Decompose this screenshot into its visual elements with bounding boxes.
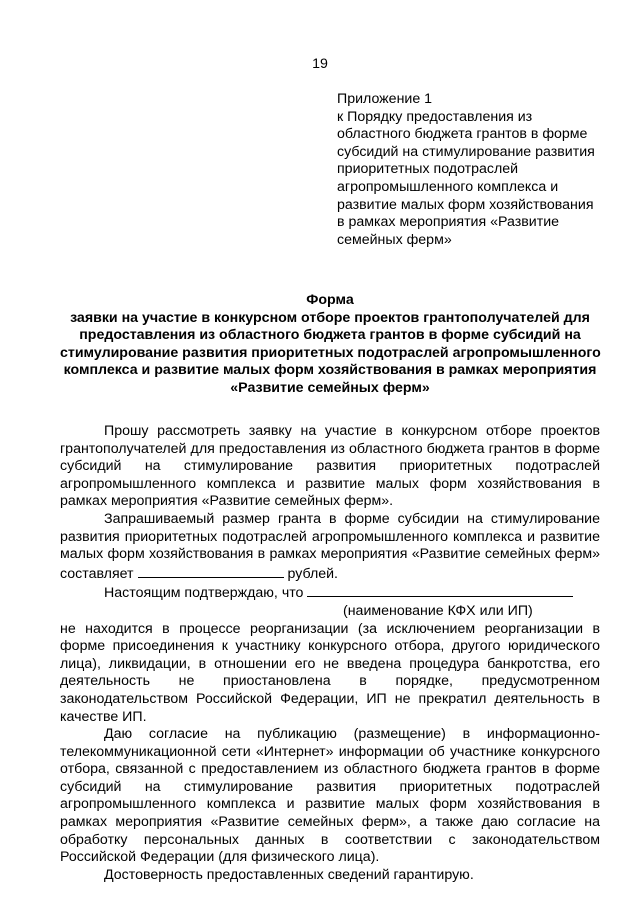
text-line: Российской Федерации (для физического лица). xyxy=(60,849,380,866)
text-line: качестве ИП. xyxy=(60,708,147,725)
amount-blank-field[interactable] xyxy=(138,564,284,578)
applicant-name-caption: (наименование КФХ или ИП) xyxy=(343,602,533,619)
text-line: телекоммуникационной сети «Интернет» информации об участнике конкурсного xyxy=(60,743,600,760)
title-line: Форма xyxy=(306,292,354,308)
text-line: обработку персональных данных в соответствии с законодательством xyxy=(60,831,600,848)
text-line: развития приоритетных подотраслей агропромышленного комплекса и развитие xyxy=(60,528,600,545)
text-line: Запрашиваемый размер гранта в форме субсидии на стимулирование xyxy=(104,510,600,527)
annex-line: приоритетных подотраслей xyxy=(337,161,519,178)
form-body xyxy=(60,423,600,884)
confirm-prefix: Настоящим подтверждаю, что xyxy=(104,585,304,602)
annex-line: в рамках мероприятия «Развитие xyxy=(337,214,560,231)
text-line: субсидий на стимулирование развития приоритетных подотраслей xyxy=(60,458,600,475)
paragraph-consent xyxy=(60,726,600,867)
text-line: форме присоединения к участнику конкурсного отбора, другого юридического xyxy=(60,638,600,655)
text-line: лица), ликвидации, в отношении его не введена процедура банкротства, его xyxy=(60,655,600,672)
annex-line: Приложение 1 xyxy=(337,91,433,107)
text-line: Достоверность предоставленных сведений гарантирую. xyxy=(104,866,474,883)
text-line: рамках мероприятия «Развитие семейных ферм», а также даю согласие на xyxy=(60,814,600,831)
text-line: законодательством Российской Федерации, ИП не прекратил деятельность в xyxy=(60,690,600,707)
annex-header xyxy=(337,91,627,249)
annex-line: к Порядку предоставления из xyxy=(337,108,533,125)
text-line: агропромышленного комплекса и развитие малых форм хозяйствования в xyxy=(60,475,600,492)
text-line: отбора, связанной с предоставлением из областного бюджета грантов в форме xyxy=(60,761,600,778)
text-line: Даю согласие на публикацию (размещение) в информационно- xyxy=(104,726,600,743)
annex-line: развитие малых форм хозяйствования xyxy=(337,196,594,213)
text-line: субсидий на стимулирование развития приоритетных подотраслей xyxy=(60,778,600,795)
applicant-name-blank-field[interactable] xyxy=(307,583,573,597)
annex-line: областного бюджета грантов в форме xyxy=(337,126,588,143)
text-line: не находится в процессе реорганизации (за исключением реорганизации в xyxy=(60,620,600,637)
title-line: предоставления из областного бюджета грантов в форме субсидий на xyxy=(79,327,581,344)
text-line-applicant xyxy=(60,583,600,603)
annex-line: агропромышленного комплекса и xyxy=(337,178,559,195)
title-line: заявки на участие в конкурсном отборе проектов грантополучателей для xyxy=(70,309,590,326)
title-line: стимулирование развития приоритетных подотраслей агропромышленного xyxy=(60,344,601,361)
annex-line: субсидий на стимулирование развития xyxy=(337,143,595,160)
title-line: «Развитие семейных ферм» xyxy=(230,379,430,396)
text-line: Прошу рассмотреть заявку на участие в конкурсном отборе проектов xyxy=(104,423,600,439)
text-line: малых форм хозяйствования в рамках мероприятия «Развитие семейных ферм» xyxy=(60,546,600,563)
text-line: агропромышленного комплекса и развитие малых форм хозяйствования в xyxy=(60,796,600,813)
paragraph-confirmation xyxy=(60,583,600,726)
title-line: комплекса и развитие малых форм хозяйствования в рамках мероприятия xyxy=(63,362,597,379)
annex-line: семейных ферм» xyxy=(337,231,452,248)
form-title xyxy=(60,292,600,398)
text-line-amount xyxy=(60,564,600,584)
text-line: грантополучателей для предоставления из областного бюджета грантов в форме xyxy=(60,440,600,457)
paragraph-request xyxy=(60,423,600,511)
text-line: деятельность не приостановлена в порядке, предусмотренном xyxy=(60,673,600,690)
amount-prefix: составляет xyxy=(60,565,134,582)
page-number: 19 xyxy=(312,56,328,72)
amount-suffix: рублей. xyxy=(287,565,338,582)
text-line: рамках мероприятия «Развитие семейных ферм». xyxy=(60,493,394,510)
paragraph-guarantee xyxy=(60,867,600,885)
paragraph-grant-amount xyxy=(60,511,600,583)
